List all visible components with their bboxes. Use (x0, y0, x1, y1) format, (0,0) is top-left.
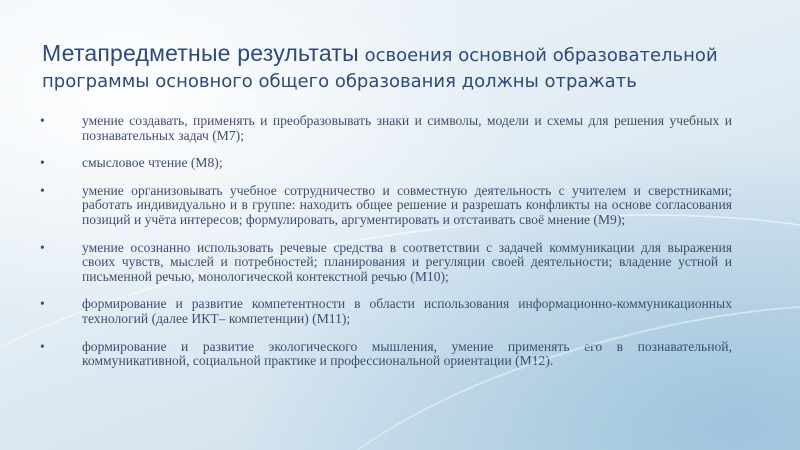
list-item (40, 156, 732, 171)
list-item-text: умение организовывать учебное сотрудничество и совместную деятельность с учителем и сверстниками; работать индивидуально и в группе: находить общее решение и разрешать конфликты на основе согласования позиций и учёта интересов; формулировать, аргументировать и отстаивать своё мнение (М9); (82, 182, 732, 227)
list-item-text: умение осознанно использовать речевые средства в соответствии с задачей коммуникации для выражения своих чувств, мыслей и потребностей; планирования и регуляции своей деятельности; владение устной и письменной речью, монологической контекстной речью (М10); (82, 239, 732, 284)
list-item-text: смысловое чтение (М8); (82, 155, 223, 171)
list-item (40, 297, 732, 326)
bullet-icon: • (40, 155, 45, 171)
list-item (40, 114, 732, 143)
slide-title-lead: Метапредметные результаты (42, 40, 359, 66)
list-item-text: формирование и развитие экологического мышления, умение применять его в познавательной, коммуникативной, социальной практике и профессиональной ориентации (М12). (82, 338, 732, 369)
list-item (40, 241, 732, 285)
slide-title (42, 40, 772, 95)
bullet-icon: • (40, 296, 45, 312)
list-item-text: формирование и развитие компетентности в области использования информационно-коммуникационных технологий (далее ИКТ– компетенции) (М11); (82, 296, 732, 326)
bullet-icon: • (40, 338, 45, 354)
bullet-icon: • (40, 113, 45, 128)
list-item-text: умение создавать, применять и преобразовывать знаки и символы, модели и схемы для решения учебных и познавательных задач (М7); (82, 113, 732, 143)
list-item (40, 184, 732, 228)
bullet-list (40, 114, 732, 382)
bullet-icon: • (40, 182, 45, 198)
list-item (40, 340, 732, 369)
bullet-icon: • (40, 239, 45, 255)
slide-title-rest: освоения основной образовательной программы основного общего образования должны отражать (42, 45, 718, 92)
